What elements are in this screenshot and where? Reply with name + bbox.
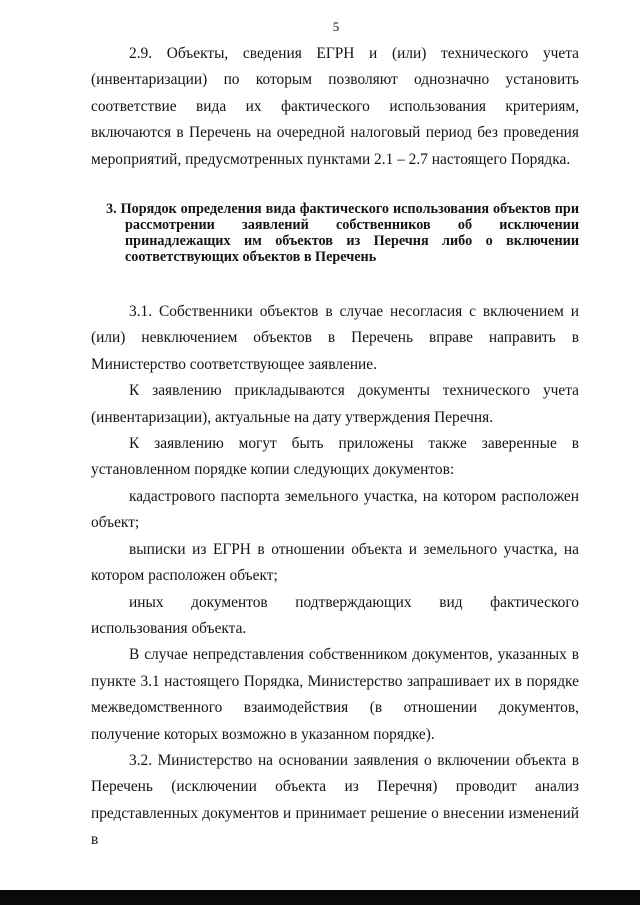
section-3-heading: 3. Порядок определения вида фактического использования объектов при рассмотрении заявлений собственников об исключении принадлежащих им объектов из Перечня либо о включении соответствующих объектов в Перечень	[106, 201, 579, 266]
list-item-other-documents: иных документов подтверждающих вид фактического использования объекта.	[91, 593, 579, 637]
paragraph-non-submission: В случае непредставления собственником документов, указанных в пункте 3.1 настоящего Порядка, Министерство запрашивает их в порядке межведомственного взаимодействия (в отношении документов, получение которых возможно в указанном порядке).	[91, 646, 579, 743]
paragraph-attachments: К заявлению прикладываются документы технического учета (инвентаризации), актуальные на дату утверждения Перечня.	[91, 382, 579, 426]
list-item-egrn-extract: выписки из ЕГРН в отношении объекта и земельного участка, на котором расположен объект;	[91, 540, 579, 585]
paragraph-3-1: 3.1. Собственники объектов в случае несогласия с включением и (или) невключением объектов в Перечень вправе направить в Министерство соответствующее заявление.	[91, 303, 579, 373]
list-item-cadastral-passport: кадастрового паспорта земельного участка, на котором расположен объект;	[91, 487, 579, 532]
page-number: 5	[332, 19, 340, 34]
scan-edge-bar	[0, 890, 640, 905]
paragraph-optional-copies: К заявлению могут быть приложены также заверенные в установленном порядке копии следующих документов:	[91, 435, 579, 479]
document-body	[91, 41, 579, 854]
paragraph-3-2: 3.2. Министерство на основании заявления о включении объекта в Перечень (исключении объекта из Перечня) проводит анализ представленных документов и принимает решение о внесении изменений в	[91, 751, 579, 849]
paragraph-2-9: 2.9. Объекты, сведения ЕГРН и (или) технического учета (инвентаризации) по которым позволяют однозначно установить соответствие вида их фактического использования критериям, включаются в Перечень на очередной налоговый период без проведения мероприятий, предусмотренных пунктами 2.1 – 2.7 настоящего Порядка.	[91, 45, 579, 168]
